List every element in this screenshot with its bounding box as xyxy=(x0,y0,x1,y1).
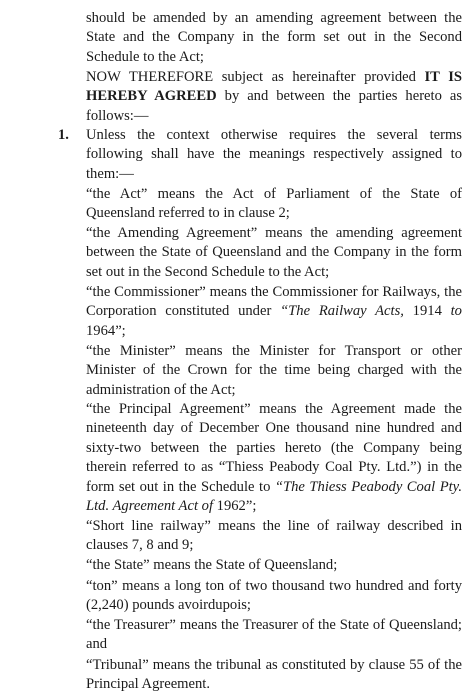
now-therefore-lead: NOW THEREFORE subject as hereinafter provided xyxy=(86,69,425,85)
principal-agreement-lead: “the Principal Agreement” means the Agreement made the nineteenth day of December One thousand nine hundred and sixty-two between the parties hereto (the Company being therein referred to as “Thiess Peabody Coal Pty. Ltd.”) in the form set out in the Schedule to xyxy=(86,401,462,495)
definition-ton: “ton” means a long ton of two thousand two hundred and forty (2,240) pounds avoirdupois; xyxy=(86,578,462,614)
definition-amending-agreement: “the Amending Agreement” means the amending agreement between the State of Queensland and the Company in the form set out in the Second Schedule to the Act; xyxy=(86,225,462,280)
intro-paragraph: should be amended by an amending agreement between the State and the Company in the form set out in the Second Schedule to the Act; xyxy=(86,10,462,65)
definition-commissioner xyxy=(86,283,462,341)
definition-principal-agreement xyxy=(86,400,462,516)
now-therefore-paragraph xyxy=(86,68,462,126)
principal-agreement-italic: “The Thiess Peabody Coal Pty. Ltd. Agreement Act of xyxy=(86,478,463,515)
definition-short-line-railway: “Short line railway” means the line of railway described in clauses 7, 8 and 9; xyxy=(86,518,462,554)
principal-agreement-tail: 1962”; xyxy=(213,498,257,515)
clause-1-text: Unless the context otherwise requires the several terms following shall have the meanings respectively assigned to them:— xyxy=(86,127,462,182)
definition-tribunal: “Tribunal” means the tribunal as constituted by clause 55 of the Principal Agreement. xyxy=(86,657,462,693)
commissioner-mid: 1914 xyxy=(403,303,451,320)
definition-state: “the State” means the State of Queensland; xyxy=(86,557,338,573)
commissioner-lead: “the Commissioner” means the Commissioner for Railways, the Corporation constituted under xyxy=(86,284,462,320)
commissioner-italic-1: “The Railway Acts, xyxy=(280,303,404,320)
commissioner-tail: 1964”; xyxy=(86,322,126,339)
clause-number: 1. xyxy=(58,127,69,143)
definition-minister: “the Minister” means the Minister for Transport or other Minister of the Crown for the time being charged with the administration of the Act; xyxy=(86,343,462,398)
definition-act: “the Act” means the Act of Parliament of the State of Queensland referred to in clause 2; xyxy=(86,186,462,222)
commissioner-italic-2: to xyxy=(450,303,462,320)
now-therefore-bold: IT IS HEREBY AGREED xyxy=(86,69,462,105)
definition-treasurer: “the Treasurer” means the Treasurer of the State of Queensland; and xyxy=(86,617,462,653)
now-therefore-tail: by and between the parties hereto as follows:— xyxy=(86,88,462,124)
